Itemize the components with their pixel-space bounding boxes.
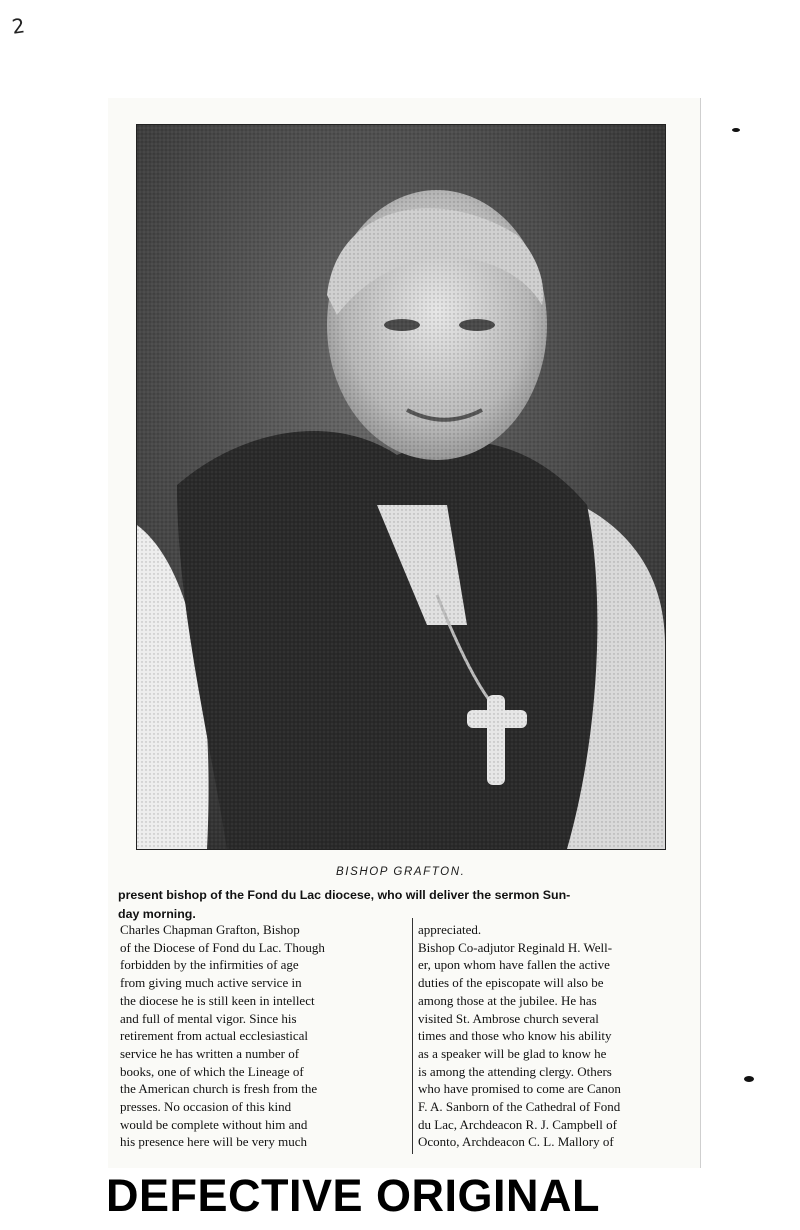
lede-line: day morning. [118, 907, 196, 921]
page-number-mark: 2 [10, 13, 27, 39]
text-line: Charles Chapman Grafton, Bishop [120, 922, 300, 937]
text-line: retirement from actual ecclesiastical [120, 1028, 309, 1044]
text-line: F. A. Sanborn of the Cathedral of Fond [418, 1099, 621, 1115]
text-line: books, one of which the Lineage of [120, 1063, 304, 1079]
text-line: the diocese he is still keen in intellect [120, 992, 315, 1008]
text-line: as a speaker will be glad to know he [418, 1045, 607, 1061]
text-line: and full of mental vigor. Since his [120, 1010, 297, 1026]
text-line: would be complete without him and [120, 1116, 308, 1132]
text-line: who have promised to come are Canon [418, 1081, 621, 1097]
text-line: du Lac, Archdeacon R. J. Campbell of [418, 1116, 617, 1132]
text-line: his presence here will be very much [120, 1134, 307, 1150]
text-line: among those at the jubilee. He has [418, 992, 597, 1008]
text-line: times and those who know his ability [418, 1028, 612, 1044]
defective-original-stamp: DEFECTIVE ORIGINAL [106, 1170, 601, 1221]
article-left-column [120, 921, 412, 1151]
photo-caption: BISHOP GRAFTON. [336, 866, 466, 878]
text-line: Oconto, Archdeacon C. L. Mallory of [418, 1134, 614, 1150]
text-line: forbidden by the infirmities of age [120, 957, 299, 973]
column-divider [412, 918, 413, 1154]
text-line: visited St. Ambrose church several [418, 1010, 599, 1026]
text-line: service he has written a number of [120, 1045, 300, 1061]
text-line: duties of the episcopate will also be [418, 975, 604, 991]
ink-speck [732, 128, 740, 132]
ink-speck [744, 1076, 754, 1082]
text-line: presses. No occasion of this kind [120, 1099, 292, 1115]
text-line: the American church is fresh from the [120, 1081, 318, 1097]
article-lede [118, 886, 698, 924]
bishop-portrait-photo [136, 124, 666, 850]
text-line: appreciated. [418, 922, 482, 937]
text-line: of the Diocese of Fond du Lac. Though [120, 939, 325, 955]
text-line: er, upon whom have fallen the active [418, 957, 610, 973]
text-line: is among the attending clergy. Others [418, 1063, 612, 1079]
text-line: Bishop Co-adjutor Reginald H. Well- [418, 939, 613, 955]
article-right-column [418, 921, 710, 1151]
lede-line: present bishop of the Fond du Lac diocese, who will deliver the sermon Sun- [118, 888, 571, 902]
text-line: from giving much active service in [120, 975, 302, 991]
